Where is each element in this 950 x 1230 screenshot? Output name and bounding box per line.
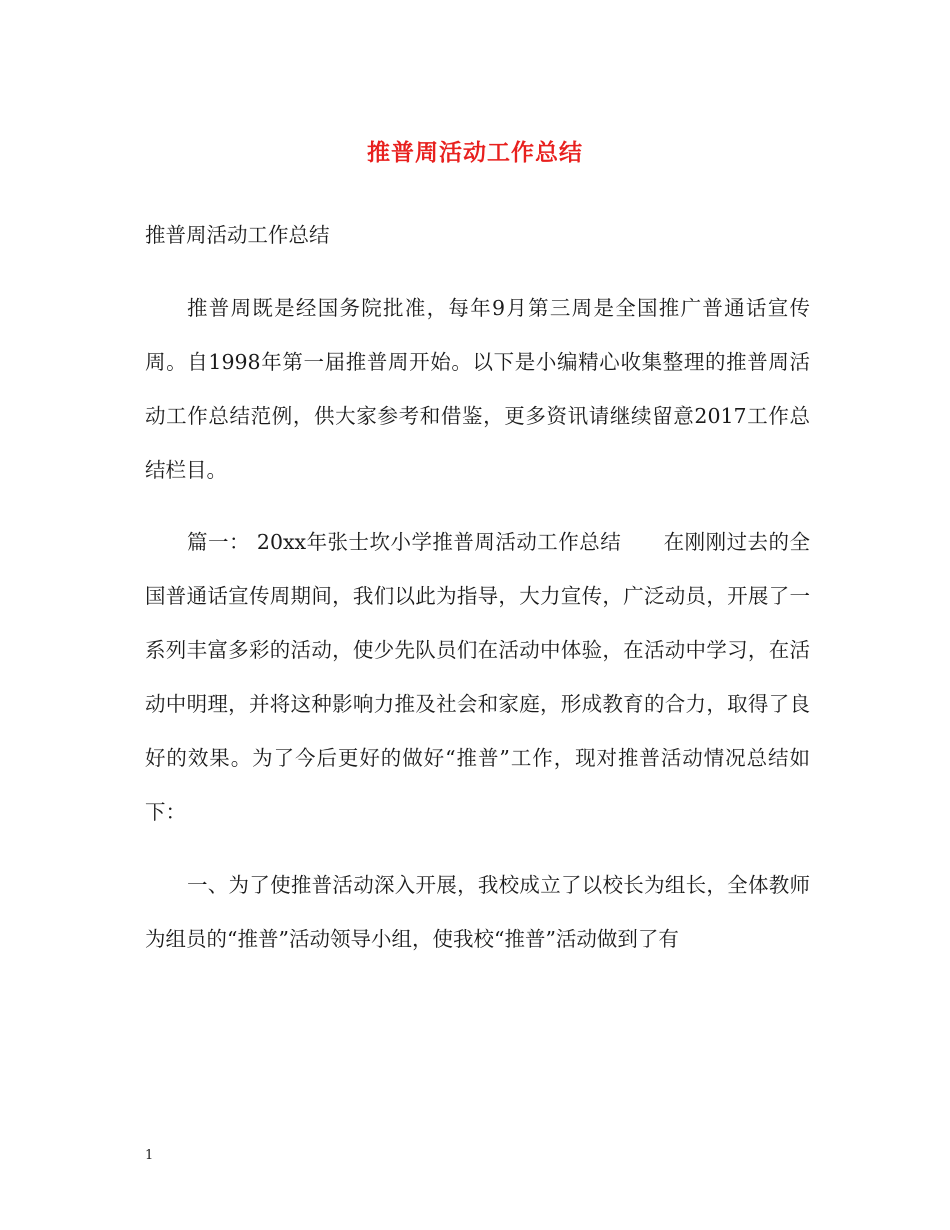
paragraph-intro: 推普周既是经国务院批准，每年9月第三周是全国推广普通话宣传周。自1998年第一届推普周开始。以下是小编精心收集整理的推普周活动工作总结范例，供大家参考和借鉴，更多资讯请继续留意2017工作总结栏目。 (145, 295, 810, 482)
page-number: 1 (145, 1148, 154, 1163)
paragraph-section-one (145, 515, 810, 839)
section-one-body: 在刚刚过去的全国普通话宣传周期间，我们以此为指导，大力宣传，广泛动员，开展了一系列丰富多彩的活动，使少先队员们在活动中体验，在活动中学习，在活动中明理，并将这种影响力推及社会和家庭，形成教育的合力，取得了良好的效果。为了今后更好的做好“推普”工作，现对推普活动情况总结如下： (145, 530, 810, 824)
document-body (145, 208, 810, 984)
document-title: 推普周活动工作总结 (367, 139, 583, 166)
paragraph-point-one: 一、为了使推普活动深入开展，我校成立了以校长为组长，全体教师为组员的“推普”活动领导小组，使我校“推普”活动做到了有 (145, 872, 810, 951)
section-one-heading: 篇一： 20xx年张士坎小学推普周活动工作总结 (187, 530, 622, 554)
document-subtitle: 推普周活动工作总结 (145, 223, 330, 247)
